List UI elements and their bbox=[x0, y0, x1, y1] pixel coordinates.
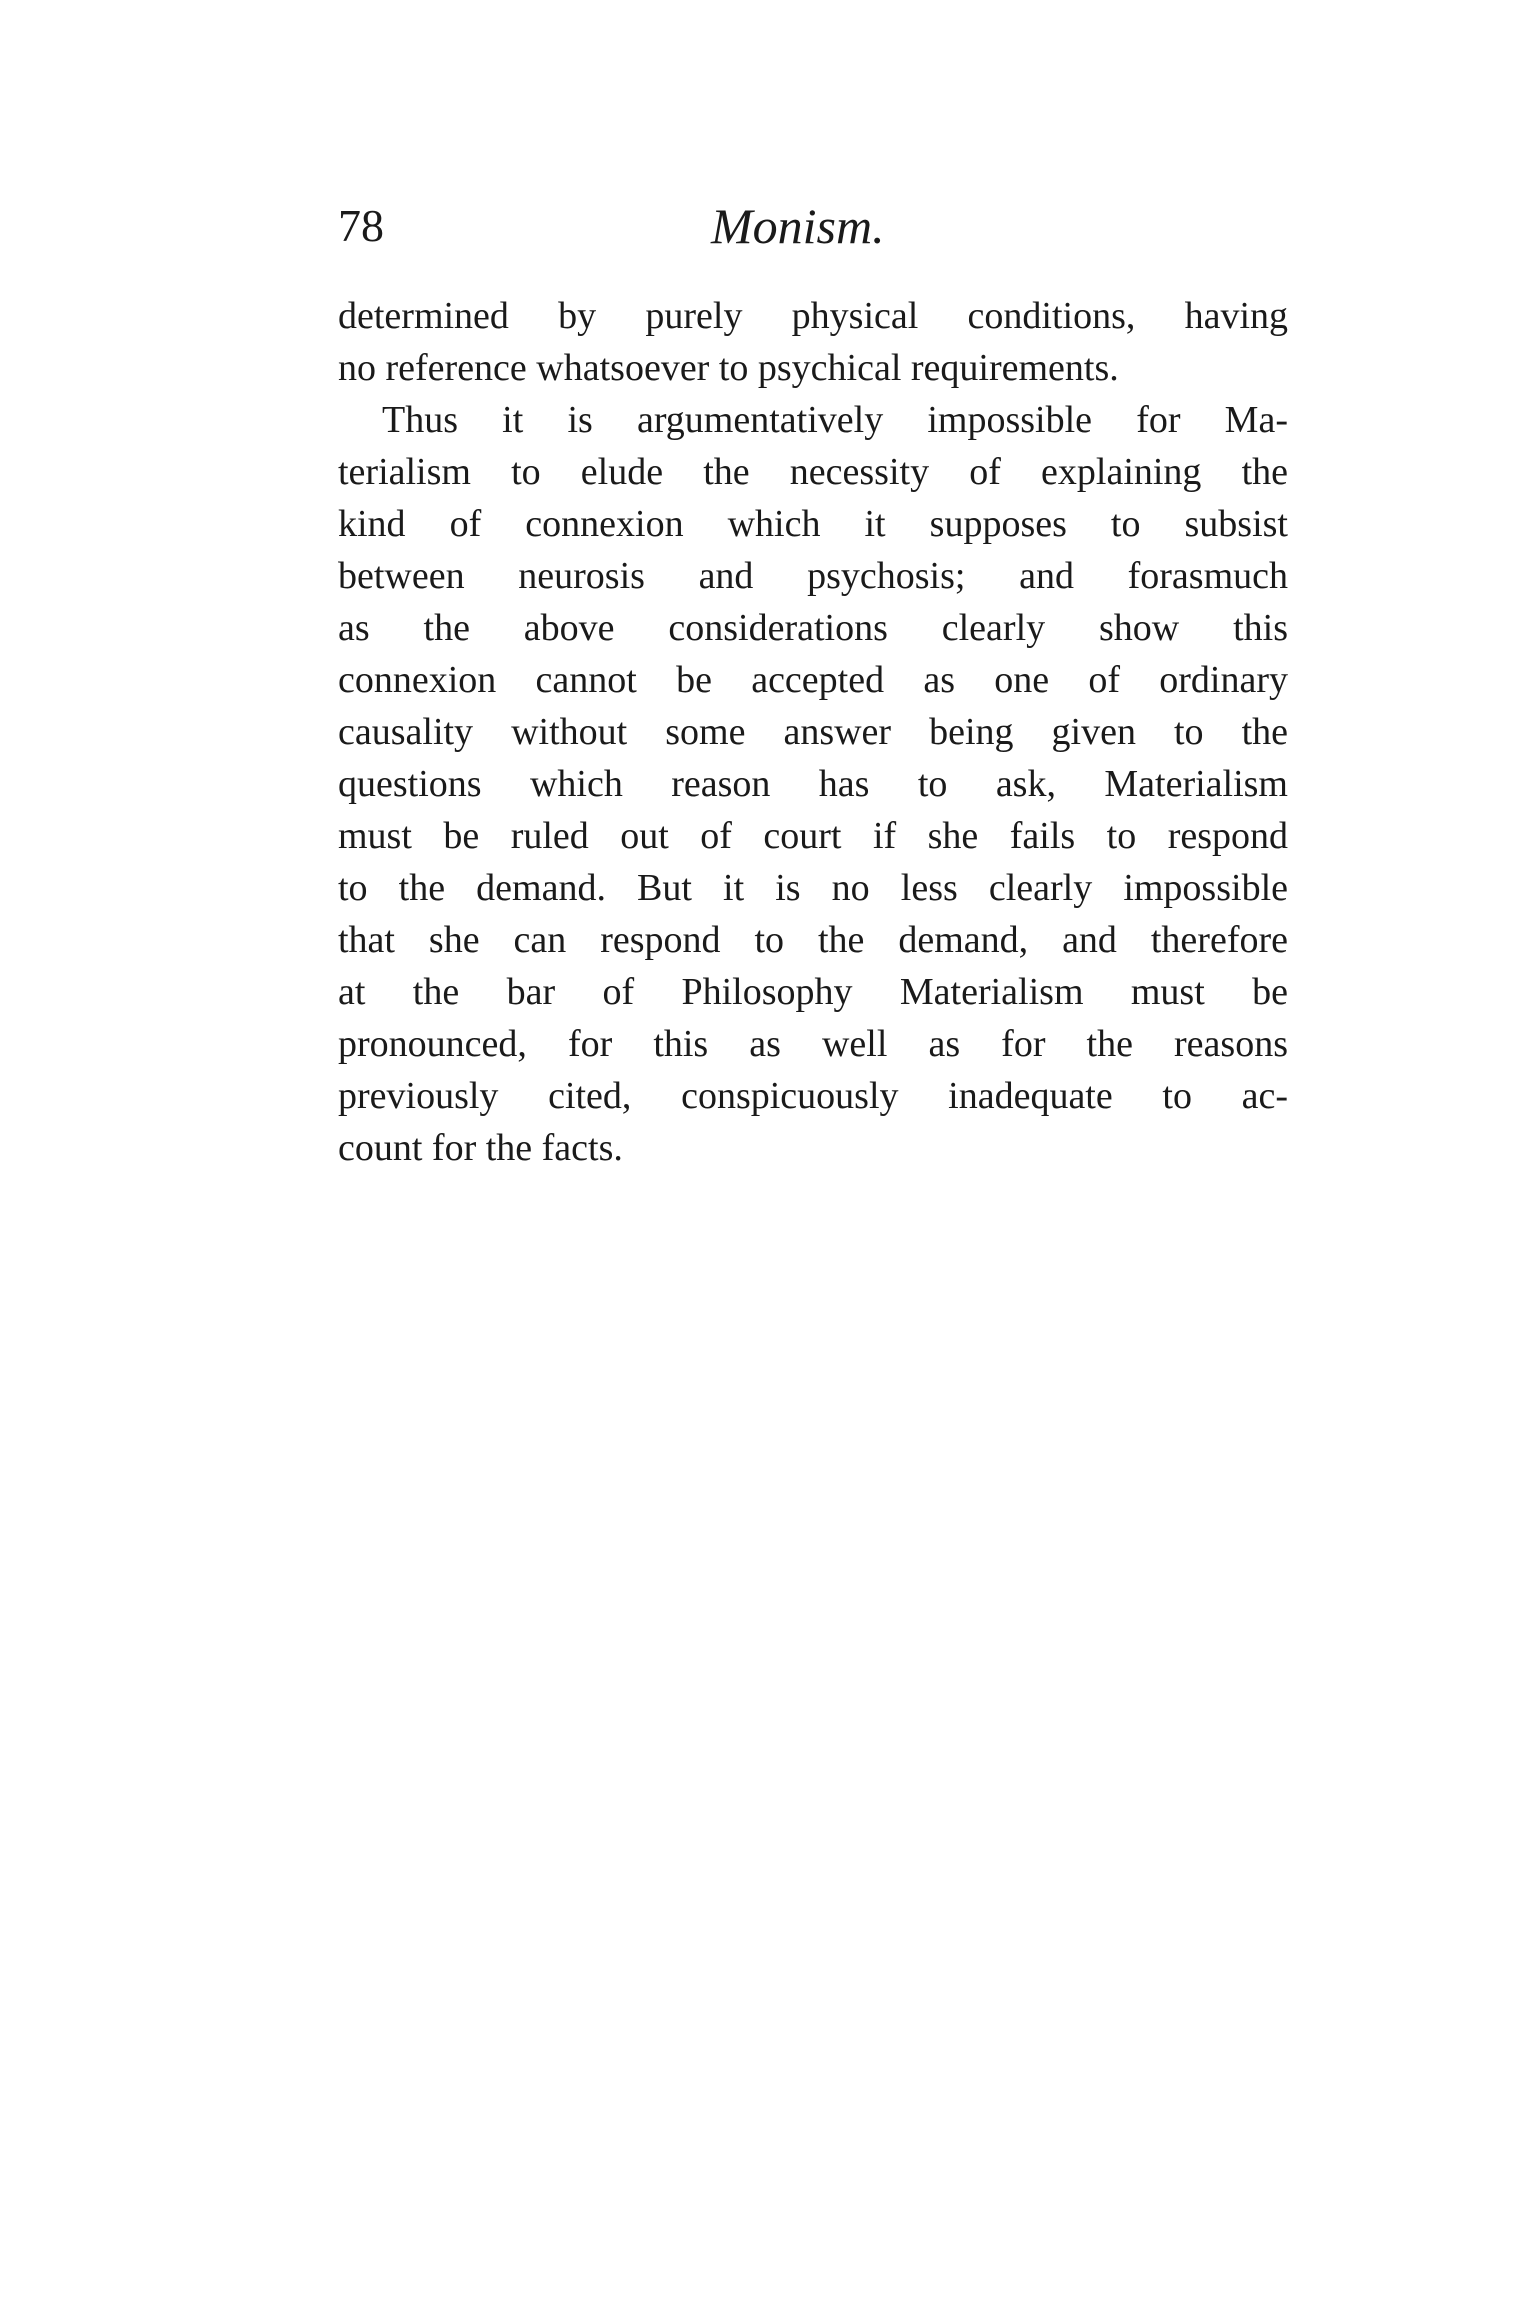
text-line: between neurosis and psychosis; and forasmuch bbox=[338, 555, 1288, 597]
page-number: 78 bbox=[338, 200, 384, 251]
text-line: as the above considerations clearly show this bbox=[338, 607, 1288, 649]
text-line: Thus it is argumentatively impossible for Ma- bbox=[382, 399, 1288, 441]
text-line: terialism to elude the necessity of explaining the bbox=[338, 451, 1288, 493]
text-line: questions which reason has to ask, Materialism bbox=[338, 763, 1288, 805]
body-text bbox=[338, 290, 1288, 1174]
text-line: to the demand. But it is no less clearly impossible bbox=[338, 867, 1288, 909]
text-line: at the bar of Philosophy Materialism must be bbox=[338, 971, 1288, 1013]
text-line: connexion cannot be accepted as one of ordinary bbox=[338, 659, 1288, 701]
text-line: kind of connexion which it supposes to subsist bbox=[338, 503, 1288, 545]
text-line: determined by purely physical conditions, having bbox=[338, 295, 1288, 337]
text-line: previously cited, conspicuously inadequate to ac- bbox=[338, 1075, 1288, 1117]
running-head bbox=[338, 196, 1288, 266]
running-title: Monism. bbox=[711, 198, 885, 254]
text-line: that she can respond to the demand, and therefore bbox=[338, 919, 1288, 961]
text-line: causality without some answer being given to the bbox=[338, 711, 1288, 753]
text-line: no reference whatsoever to psychical requirements. bbox=[338, 347, 1119, 389]
text-line: must be ruled out of court if she fails to respond bbox=[338, 815, 1288, 857]
text-line: pronounced, for this as well as for the reasons bbox=[338, 1023, 1288, 1065]
text-line: count for the facts. bbox=[338, 1127, 623, 1169]
